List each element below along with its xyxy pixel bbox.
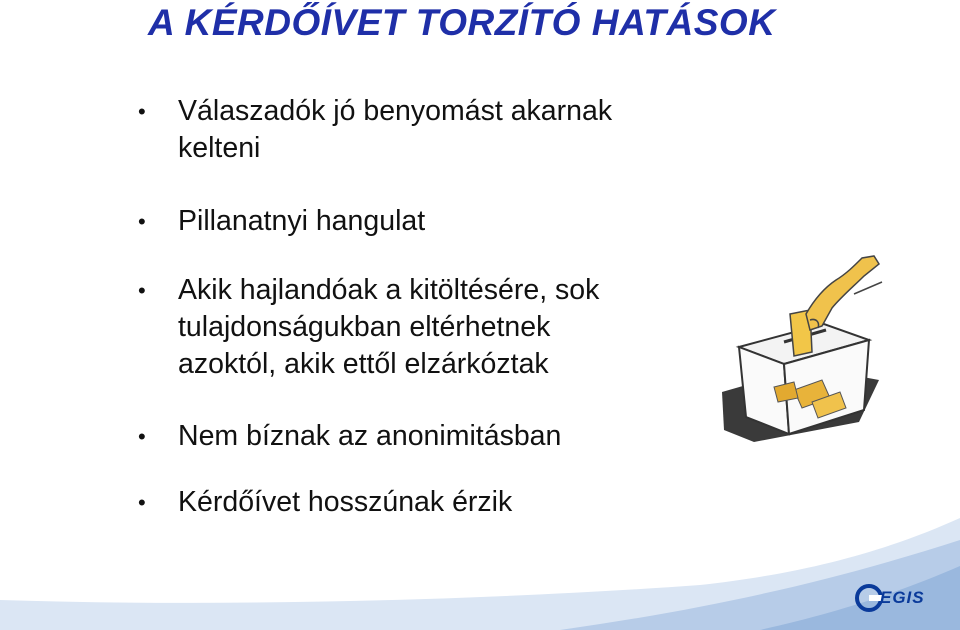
logo-text: EGIS	[880, 588, 925, 607]
bullet-text: Akik hajlandóak a kitöltésére, sok tulajdonságukban eltérhetnek azoktól, akik ettől elzárkóztak	[178, 274, 600, 380]
bullet-text: Válaszadók jó benyomást akarnak kelteni	[178, 95, 613, 164]
bullet-text: Nem bíznak az anonimitásban	[178, 420, 562, 452]
bullet-marker: •	[138, 209, 146, 234]
slide-title: A KÉRDŐÍVET TORZÍTÓ HATÁSOK	[148, 2, 776, 43]
egis-logo-icon	[855, 584, 883, 612]
ballot-box-hand-icon	[714, 252, 884, 452]
bullet-text: Pillanatnyi hangulat	[178, 205, 426, 237]
bullet-marker: •	[138, 424, 146, 449]
bullet-marker: •	[138, 490, 146, 515]
bullet-marker: •	[138, 278, 146, 303]
bullet-text: Kérdőívet hosszúnak érzik	[178, 486, 513, 518]
bullet-marker: •	[138, 99, 146, 124]
